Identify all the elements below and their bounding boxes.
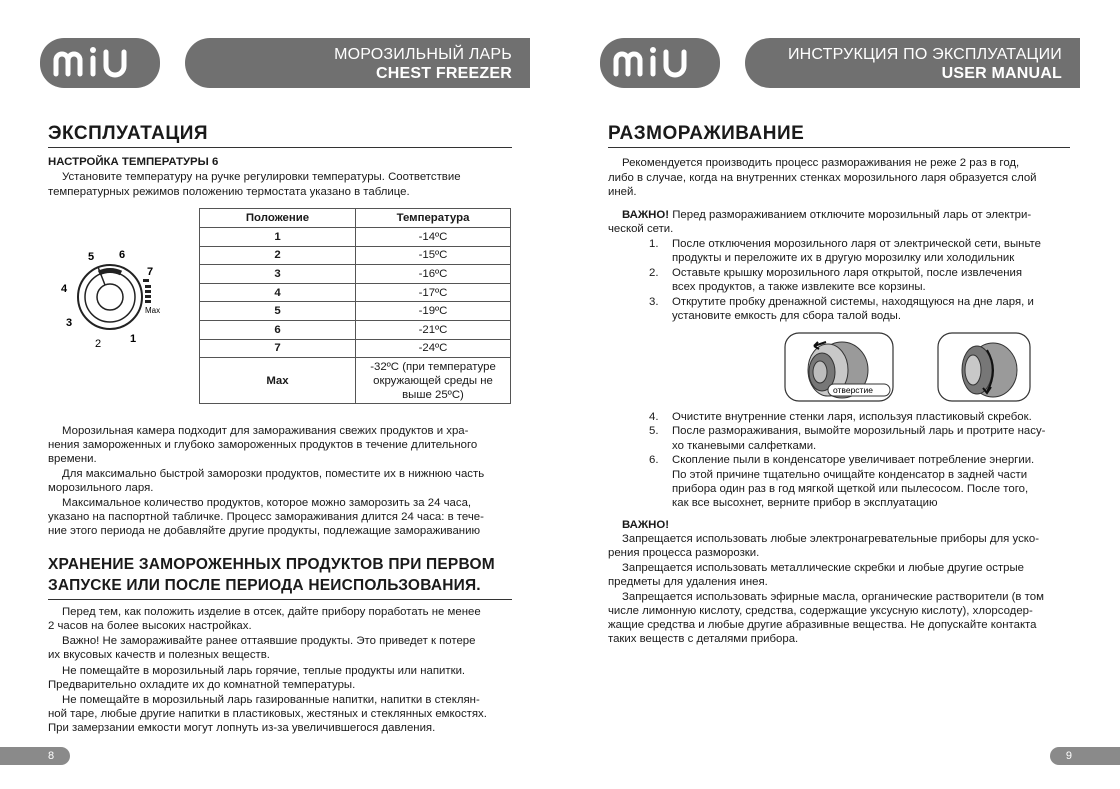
paragraph-line: Предварительно охладите их до комнатной температуры. — [48, 679, 356, 691]
temperature-table — [199, 208, 511, 404]
table-cell: -24ºC — [356, 339, 511, 358]
table-cell: -19ºC — [356, 302, 511, 321]
intro-line: температурных режимов положению термостата указано в таблице. — [48, 186, 410, 198]
table-row — [200, 320, 511, 339]
title-rule — [48, 599, 512, 600]
table-cell: Max — [200, 358, 356, 404]
table-cell-line: -32ºC (при температуре — [370, 360, 496, 373]
table-cell: 6 — [200, 320, 356, 339]
list-item: 5. После размораживания, вымойте морозильный ларь и протрите насу- хо тканевыми салфетками. — [649, 425, 1046, 452]
table-cell-line: окружающей среды не — [373, 374, 493, 387]
page-number: 9 — [1050, 747, 1120, 765]
figure-label: отверстие — [833, 385, 873, 395]
important-label: ВАЖНО! — [622, 209, 670, 221]
table-row — [200, 246, 511, 265]
defrost-steps — [649, 410, 1070, 511]
subsection-title: НАСТРОЙКА ТЕМПЕРАТУРЫ 6 — [48, 156, 219, 168]
paragraph-line: таких веществ с деталями прибора. — [608, 633, 799, 645]
paragraph-line: Для максимально быстрой заморозки продуктов, поместите их в нижнюю часть — [62, 468, 485, 480]
paragraph-line: их вкусовых качеств и полезных веществ. — [48, 649, 270, 661]
table-cell: 7 — [200, 339, 356, 358]
dial-label-7: 7 — [147, 266, 154, 278]
list-item: 3. Открутите пробку дренажной системы, находящуюся на дне ларя, и установите емкость для сбора талой воды. — [649, 295, 1034, 323]
dial-label-2: 2 — [95, 338, 102, 350]
list-item: 6. Скопление пыли в конденсаторе увеличивает потребление энергии. По этой причине тщательно очищайте конденсатор в задней части прибора один раз в год мягкой щеткой или пылесосом. После того, как все высохнет, верните прибор в эксплуатацию — [649, 454, 1035, 510]
section-title: РАЗМОРАЖИВАНИЕ — [608, 123, 805, 144]
table-cell: 2 — [200, 246, 356, 265]
brand-logo — [40, 38, 160, 88]
header-bar — [185, 38, 530, 88]
table-cell: 5 — [200, 302, 356, 321]
table-row — [200, 339, 511, 358]
paragraph-line: времени. — [48, 453, 97, 465]
title-rule — [608, 147, 1070, 148]
list-item: 1. После отключения морозильного ларя от электрической сети, выньте продукты и переложите их в другую морозилку или холодильник — [649, 238, 1041, 265]
dial-label-5: 5 — [88, 251, 95, 263]
header-title-ru: ИНСТРУКЦИЯ ПО ЭКСПЛУАТАЦИИ — [787, 46, 1062, 63]
paragraph-line: Важно! Не замораживайте ранее оттаявшие продукты. Это приведет к потере — [62, 635, 476, 647]
storage-title — [48, 554, 495, 596]
dial-label-4: 4 — [61, 283, 68, 295]
drain-plug-removed-figure — [937, 332, 1031, 402]
dial-label-3: 3 — [66, 317, 73, 329]
storage-title-line: ХРАНЕНИЕ ЗАМОРОЖЕННЫХ ПРОДУКТОВ ПРИ ПЕРВОМ — [48, 556, 495, 573]
important-line: ческой сети. — [608, 223, 674, 235]
paragraph-line: морозильного ларя. — [48, 482, 154, 494]
intro-line: Установите температуру на ручке регулировки температуры. Соответствие — [62, 171, 461, 183]
paragraph-line: предметы для удаления инея. — [608, 576, 768, 588]
paragraph-line: указано на паспортной табличке. Процесс замораживания длится 24 часа: в тече- — [48, 511, 484, 523]
table-cell: -14ºC — [356, 228, 511, 247]
paragraph-line: Запрещается использовать эфирные масла, органические растворители (в том — [622, 591, 1044, 603]
header-title-en: CHEST FREEZER — [376, 65, 512, 82]
list-item: 2. Оставьте крышку морозильного ларя открытой, после извлечения всех продуктов, а также извлеките все корзины. — [649, 266, 1023, 294]
table-cell: 4 — [200, 283, 356, 302]
paragraph-line: Запрещается использовать металлические скребки и любые другие острые — [622, 562, 1025, 574]
table-cell: -16ºC — [356, 265, 511, 284]
paragraph-line: нения замороженных и глубоко замороженных продуктов в течение длительного — [48, 439, 478, 451]
table-row — [200, 265, 511, 284]
header-title-ru: МОРОЗИЛЬНЫЙ ЛАРЬ — [334, 46, 512, 63]
storage-title-line: ЗАПУСКЕ ИЛИ ПОСЛЕ ПЕРИОДА НЕИСПОЛЬЗОВАНИЯ. — [48, 577, 481, 594]
table-header: Положение — [200, 209, 356, 228]
paragraph-line: Запрещается использовать любые электронагревательные приборы для уско- — [622, 533, 1040, 545]
paragraph-line: ние этого периода не добавляйте другие продукты, подлежащие замораживанию — [48, 525, 481, 537]
table-cell-line: выше 25ºC) — [402, 388, 464, 401]
brand-logo — [600, 38, 720, 88]
thermostat-dial — [55, 245, 175, 350]
important-text: Перед размораживанием отключите морозильный ларь от электри- — [669, 209, 1032, 221]
paragraph-line: ной таре, любые другие напитки в пластиковых, жестяных и стеклянных емкостях. — [48, 708, 487, 720]
table-cell — [356, 358, 511, 404]
header-title-en: USER MANUAL — [941, 65, 1062, 82]
title-rule — [48, 147, 512, 148]
important-line — [622, 208, 1031, 222]
table-row — [200, 283, 511, 302]
paragraph-line: 2 часов на более высоких настройках. — [48, 620, 252, 632]
header-bar — [745, 38, 1080, 88]
paragraph-line: Перед тем, как положить изделие в отсек, дайте прибору поработать не менее — [62, 606, 481, 618]
table-cell: -17ºC — [356, 283, 511, 302]
paragraph-line: Не помещайте в морозильный ларь газированные напитки, напитки в стеклян- — [62, 694, 480, 706]
table-row — [200, 358, 511, 404]
table-cell: -15ºC — [356, 246, 511, 265]
paragraph-line: иней. — [608, 186, 637, 198]
paragraph-line: Рекомендуется производить процесс размораживания не реже 2 раз в год, — [622, 157, 1020, 169]
paragraph-line: При замерзании емкости могут лопнуть из-за увеличившегося давления. — [48, 722, 436, 734]
section-title: ЭКСПЛУАТАЦИЯ — [48, 123, 209, 144]
dial-label-1: 1 — [130, 333, 137, 345]
paragraph-line: Не помещайте в морозильный ларь горячие, теплые продукты или напитки. — [62, 665, 466, 677]
paragraph-line: рения процесса разморозки. — [608, 547, 760, 559]
page-number: 8 — [0, 747, 70, 765]
table-cell: 1 — [200, 228, 356, 247]
right-page — [560, 0, 1120, 789]
paragraph-line: числе лимонную кислоту, средства, содержащие уксусную кислоту), хлорсодер- — [608, 605, 1033, 617]
dial-label-max: Max — [145, 306, 161, 315]
table-row — [200, 228, 511, 247]
drain-plug-figure — [784, 332, 894, 402]
dial-label-6: 6 — [119, 249, 126, 261]
list-item: 4. Очистите внутренние стенки ларя, используя пластиковый скребок. — [649, 411, 1032, 423]
paragraph-line: жащие средства и любые другие абразивные вещества. Не допускайте контакта — [608, 619, 1037, 631]
table-header: Температура — [356, 209, 511, 228]
defrost-steps — [649, 237, 1070, 323]
paragraph-line: либо в случае, когда на внутренних стенках морозильного ларя образуется слой — [608, 172, 1037, 184]
important-label: ВАЖНО! — [622, 519, 670, 531]
table-cell: -21ºC — [356, 320, 511, 339]
table-row — [200, 302, 511, 321]
table-cell: 3 — [200, 265, 356, 284]
paragraph-line: Морозильная камера подходит для замораживания свежих продуктов и хра- — [62, 425, 469, 437]
paragraph-line: Максимальное количество продуктов, которое можно заморозить за 24 часа, — [62, 497, 472, 509]
